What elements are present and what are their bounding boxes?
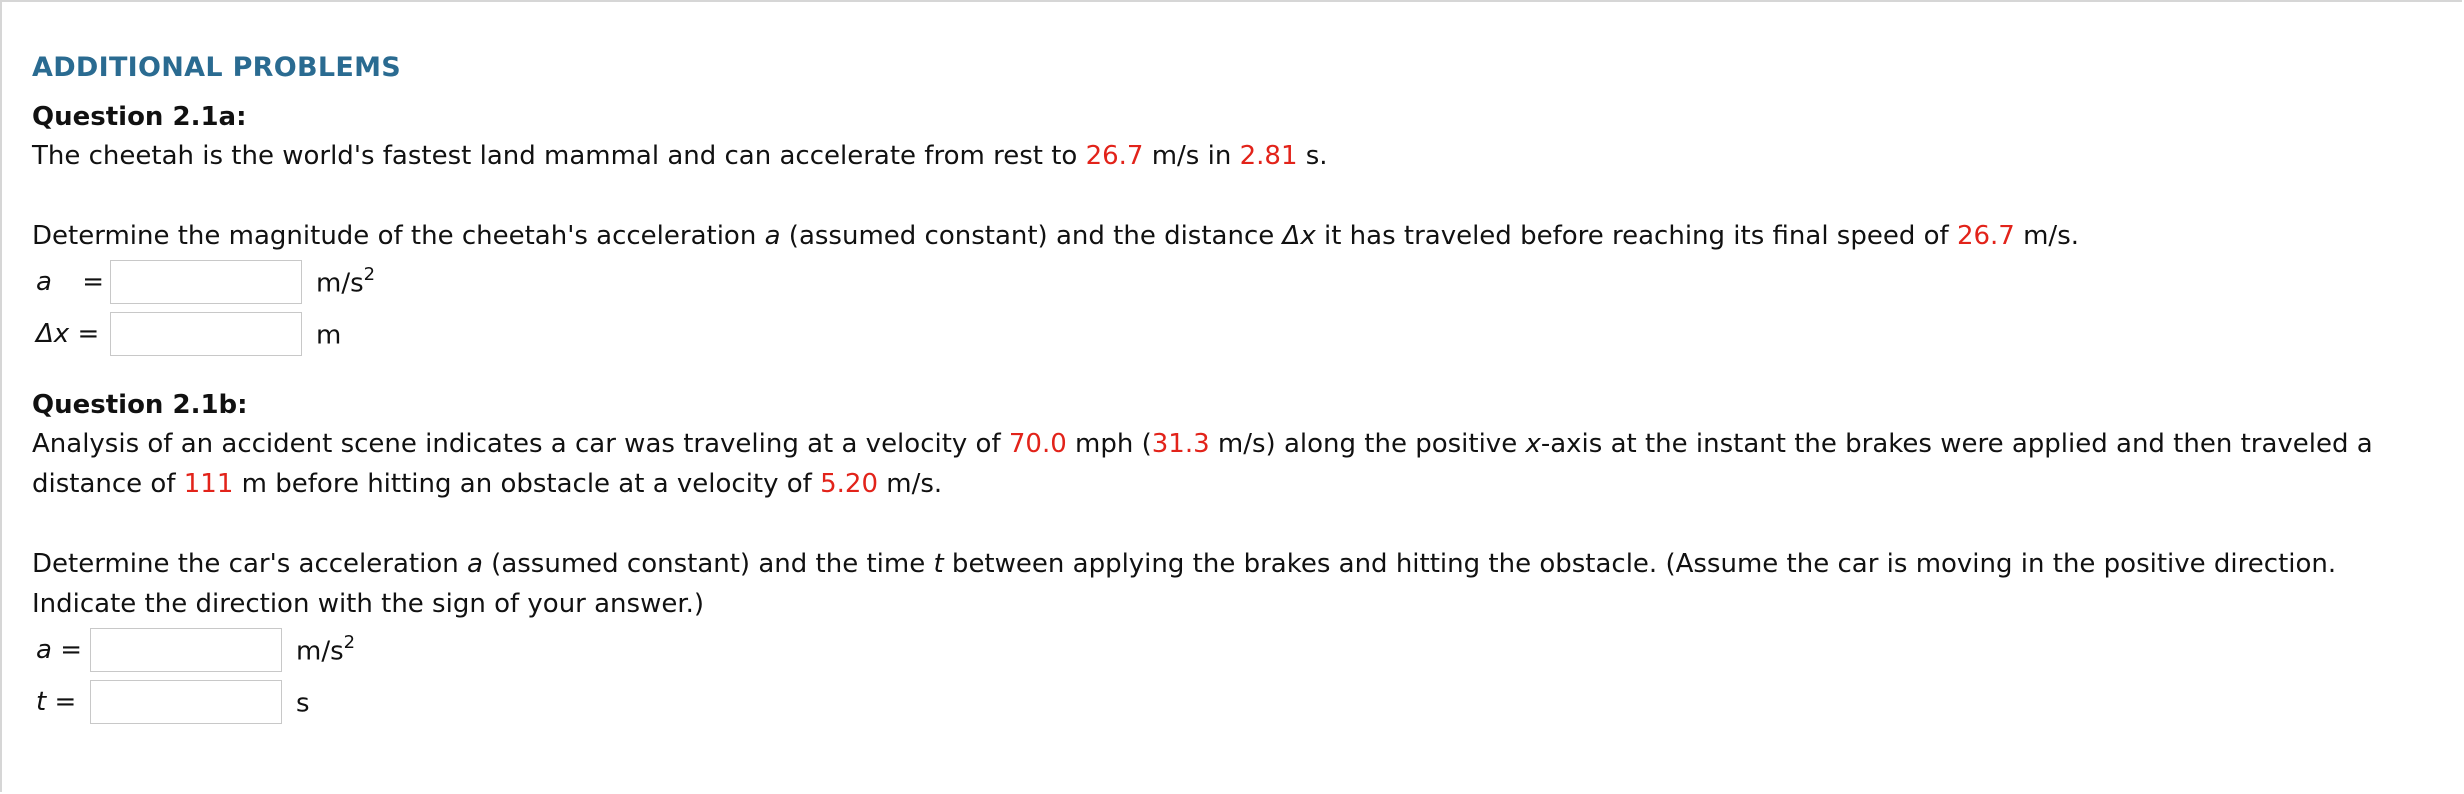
unit-text: m/s bbox=[316, 268, 364, 299]
q2-time-input[interactable] bbox=[90, 680, 282, 724]
q2-var-x: x bbox=[1525, 429, 1541, 459]
section-title: ADDITIONAL PROBLEMS bbox=[32, 52, 402, 83]
q1-intro-text: m/s in bbox=[1143, 141, 1240, 171]
q1-acceleration-input[interactable] bbox=[110, 260, 302, 304]
unit-text: s bbox=[296, 688, 310, 719]
q2-answer-row-t bbox=[32, 676, 2432, 728]
q1-distance-unit bbox=[316, 318, 341, 351]
q1-answer-label bbox=[32, 267, 110, 297]
q2-distance-value: 111 bbox=[183, 469, 234, 499]
question-1-task bbox=[32, 216, 2432, 256]
q2-task-text: Determine the car's acceleration bbox=[32, 549, 467, 579]
q2-intro-text: m/s. bbox=[878, 469, 943, 499]
q1-final-speed-value: 26.7 bbox=[1956, 221, 2015, 251]
q1-answer-row-a bbox=[32, 256, 2432, 308]
q1-intro-text: s. bbox=[1297, 141, 1328, 171]
q1-task-text: (assumed constant) and the distance bbox=[780, 221, 1283, 251]
q2-ms-value: 31.3 bbox=[1151, 429, 1210, 459]
problem-content bbox=[32, 48, 2432, 728]
q2-time-unit bbox=[296, 686, 310, 719]
q2-var-t: t bbox=[933, 549, 944, 579]
q1-answer-eq: = bbox=[73, 267, 104, 297]
q2-acceleration-unit bbox=[296, 631, 356, 667]
q1-time-value: 2.81 bbox=[1239, 141, 1298, 171]
q2-task-text: between applying the brakes and hitting the obstacle. (Assume the car is moving in the positive direction. Indicate the direction with the sign of your answer.) bbox=[32, 549, 2337, 619]
unit-text: m bbox=[316, 320, 342, 351]
question-1-intro bbox=[32, 136, 2432, 176]
q2-task-text: (assumed constant) and the time bbox=[482, 549, 934, 579]
q2-intro-text: -axis at the instant the brakes were applied and then traveled a distance of bbox=[32, 429, 2373, 499]
unit-exponent: 2 bbox=[363, 263, 376, 285]
q1-intro-text: The cheetah is the world's fastest land mammal and can accelerate from rest to bbox=[32, 141, 1086, 171]
q1-var-a: a bbox=[764, 221, 781, 251]
q2-answer-eq: = bbox=[51, 635, 82, 665]
q2-intro-text: Analysis of an accident scene indicates a car was traveling at a velocity of bbox=[32, 429, 1009, 459]
q2-acceleration-input[interactable] bbox=[90, 628, 282, 672]
q1-answer-eq: = bbox=[69, 319, 100, 349]
q2-answer-var: a bbox=[36, 635, 52, 665]
q2-var-a: a bbox=[466, 549, 483, 579]
q1-speed-value: 26.7 bbox=[1085, 141, 1144, 171]
q1-answer-label bbox=[32, 319, 110, 349]
q2-answer-row-a bbox=[32, 624, 2432, 676]
q1-answer-row-dx bbox=[32, 308, 2432, 360]
question-2-task bbox=[32, 544, 2432, 624]
q1-var-dx: Δx bbox=[1282, 221, 1316, 251]
question-1-title: Question 2.1a: bbox=[32, 102, 247, 132]
q1-task-text: Determine the magnitude of the cheetah's acceleration bbox=[32, 221, 765, 251]
unit-text: m/s bbox=[296, 636, 344, 667]
unit-exponent: 2 bbox=[343, 631, 356, 653]
q2-answer-eq: = bbox=[46, 687, 77, 717]
q2-intro-text: mph ( bbox=[1066, 429, 1152, 459]
q2-final-velocity-value: 5.20 bbox=[820, 469, 878, 499]
q1-answer-var: a bbox=[36, 267, 52, 297]
q1-answer-var: Δx bbox=[36, 319, 70, 349]
q1-distance-input[interactable] bbox=[110, 312, 302, 356]
q1-task-text: m/s. bbox=[2014, 221, 2080, 251]
q2-intro-text: m/s) along the positive bbox=[1209, 429, 1526, 459]
q2-answer-label bbox=[32, 687, 90, 717]
question-2-title: Question 2.1b: bbox=[32, 390, 248, 420]
q2-intro-text: m before hitting an obstacle at a velocity of bbox=[233, 469, 821, 499]
q1-acceleration-unit bbox=[316, 263, 376, 299]
question-2-intro bbox=[32, 424, 2432, 504]
q2-answer-label bbox=[32, 635, 90, 665]
q2-mph-value: 70.0 bbox=[1008, 429, 1067, 459]
q2-answer-var: t bbox=[36, 687, 47, 717]
q1-task-text: it has traveled before reaching its final speed of bbox=[1315, 221, 1957, 251]
